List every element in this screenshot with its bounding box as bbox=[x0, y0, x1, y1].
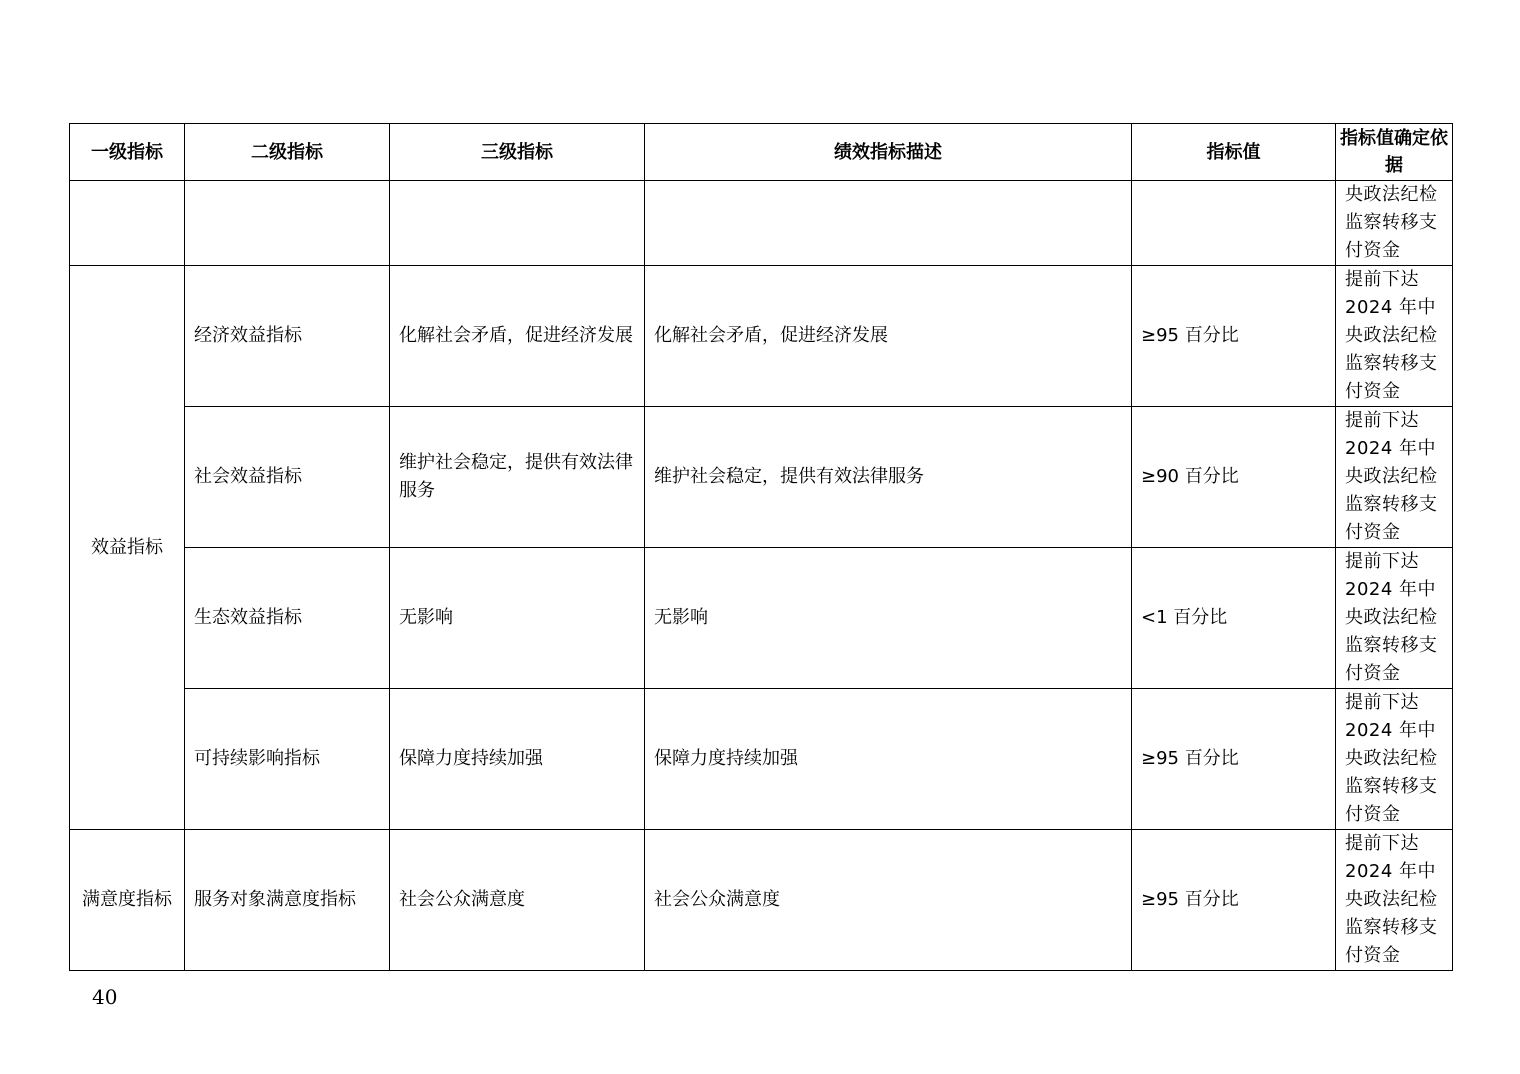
cell-value: ≥95 百分比 bbox=[1132, 830, 1336, 971]
cell-level3: 社会公众满意度 bbox=[390, 830, 645, 971]
cell-level2: 生态效益指标 bbox=[185, 548, 390, 689]
cell-description: 化解社会矛盾，促进经济发展 bbox=[645, 266, 1132, 407]
cell-basis: 提前下达 2024 年中央政法纪检监察转移支付资金 bbox=[1336, 689, 1453, 830]
cell-level1-empty bbox=[70, 181, 185, 266]
cell-description: 无影响 bbox=[645, 548, 1132, 689]
cell-level3: 化解社会矛盾，促进经济发展 bbox=[390, 266, 645, 407]
header-level2: 二级指标 bbox=[185, 124, 390, 181]
cell-level1: 效益指标 bbox=[70, 266, 185, 830]
cell-description: 社会公众满意度 bbox=[645, 830, 1132, 971]
header-description: 绩效指标描述 bbox=[645, 124, 1132, 181]
table-row bbox=[70, 266, 1453, 407]
cell-level3: 维护社会稳定，提供有效法律服务 bbox=[390, 407, 645, 548]
table-header-row bbox=[70, 124, 1453, 181]
cell-value: ≥95 百分比 bbox=[1132, 266, 1336, 407]
cell-level1: 满意度指标 bbox=[70, 830, 185, 971]
header-level3: 三级指标 bbox=[390, 124, 645, 181]
cell-value: ≥95 百分比 bbox=[1132, 689, 1336, 830]
cell-level2: 服务对象满意度指标 bbox=[185, 830, 390, 971]
table-row bbox=[70, 548, 1453, 689]
page-number: 40 bbox=[92, 985, 118, 1009]
table-row bbox=[70, 830, 1453, 971]
header-value: 指标值 bbox=[1132, 124, 1336, 181]
cell-level3: 保障力度持续加强 bbox=[390, 689, 645, 830]
cell-description: 保障力度持续加强 bbox=[645, 689, 1132, 830]
table-row bbox=[70, 407, 1453, 548]
cell-value-empty bbox=[1132, 181, 1336, 266]
cell-basis: 提前下达 2024 年中央政法纪检监察转移支付资金 bbox=[1336, 407, 1453, 548]
cell-basis: 提前下达 2024 年中央政法纪检监察转移支付资金 bbox=[1336, 548, 1453, 689]
performance-indicator-table bbox=[69, 123, 1453, 971]
header-level1: 一级指标 bbox=[70, 124, 185, 181]
cell-level3-empty bbox=[390, 181, 645, 266]
cell-basis: 提前下达 2024 年中央政法纪检监察转移支付资金 bbox=[1336, 266, 1453, 407]
cell-description: 维护社会稳定，提供有效法律服务 bbox=[645, 407, 1132, 548]
cell-level2: 社会效益指标 bbox=[185, 407, 390, 548]
cell-basis: 央政法纪检监察转移支付资金 bbox=[1336, 181, 1453, 266]
cell-level3: 无影响 bbox=[390, 548, 645, 689]
cell-level2-empty bbox=[185, 181, 390, 266]
cell-basis: 提前下达 2024 年中央政法纪检监察转移支付资金 bbox=[1336, 830, 1453, 971]
cell-description-empty bbox=[645, 181, 1132, 266]
table-row-continued bbox=[70, 181, 1453, 266]
cell-level2: 经济效益指标 bbox=[185, 266, 390, 407]
table-row bbox=[70, 689, 1453, 830]
cell-value: ≥90 百分比 bbox=[1132, 407, 1336, 548]
header-basis: 指标值确定依据 bbox=[1336, 124, 1453, 181]
cell-level2: 可持续影响指标 bbox=[185, 689, 390, 830]
cell-value: <1 百分比 bbox=[1132, 548, 1336, 689]
